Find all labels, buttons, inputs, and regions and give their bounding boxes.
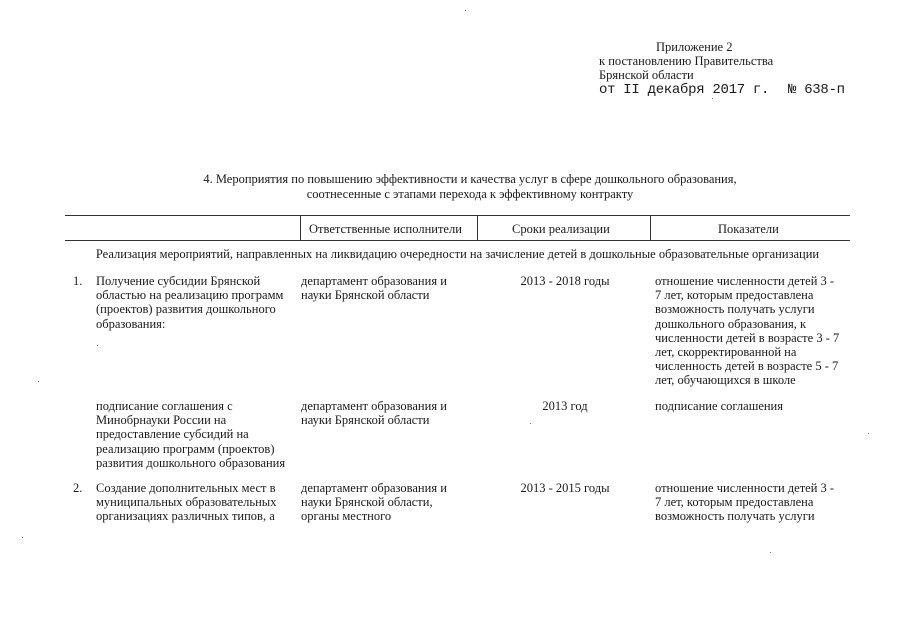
row-1-indicator-line: численности детей в возрасте 3 - 7 [655, 330, 840, 345]
row-1-activity-line: образования: [96, 316, 166, 331]
scan-speck [97, 345, 98, 346]
row-1-sub-activity-line: Минобрнауки России на [96, 413, 227, 428]
table-top-rule [65, 215, 850, 216]
scan-speck [530, 423, 531, 424]
scan-speck [770, 552, 771, 553]
scan-speck [868, 433, 869, 434]
appendix-date-line [599, 82, 845, 98]
row-2-activity [96, 481, 276, 524]
row-1-sub-responsible-line: науки Брянской области [301, 413, 430, 428]
scan-speck [22, 537, 23, 538]
row-2-indicator-line: возможность получать услуги [655, 509, 815, 524]
row-2-indicator-line: отношение численности детей 3 - [655, 481, 835, 495]
row-2-responsible-line: органы местного [301, 509, 392, 524]
row-2-responsible-line: департамент образования и [301, 481, 447, 495]
row-1-indicators [655, 274, 839, 388]
row-1-indicator-line: дошкольного образования, к [655, 316, 807, 331]
row-1-indicator-line: лет, скорректированной на [655, 345, 797, 360]
row-2-responsible [301, 481, 447, 524]
header-terms: Сроки реализации [512, 222, 610, 236]
row-1-number: 1. [73, 274, 83, 288]
column-divider-2 [477, 215, 478, 241]
row-1-activity-line: областью на реализацию программ [96, 288, 284, 303]
row-1-responsible-line: департамент образования и [301, 274, 447, 288]
row-1-sub-activity-line: развития дошкольного образования [96, 455, 286, 470]
row-1-sub-activity [96, 399, 285, 470]
row-1-sub-indicators [655, 399, 783, 413]
table-header-bottom-rule [65, 240, 850, 241]
header-indicators: Показатели [718, 222, 779, 236]
row-1-sub-responsible-line: департамент образования и [301, 399, 447, 413]
column-divider-3 [650, 215, 651, 241]
row-1-sub-activity-line: реализацию программ (проектов) [96, 441, 275, 456]
row-2-activity-line: Создание дополнительных мест в [96, 481, 276, 495]
appendix-resolution: к постановлению Правительства [599, 54, 774, 68]
row-2-indicator-line: 7 лет, которым предоставлена [655, 495, 814, 510]
table-section-heading: Реализация мероприятий, направленных на ликвидацию очередности на зачисление детей в дошкольные образовательные организации [95, 247, 820, 261]
appendix-date: от II декабря 2017 г. [599, 82, 770, 98]
row-1-sub-activity-line: подписание соглашения с [96, 399, 233, 413]
row-2-activity-line: организациях различных типов, а [96, 509, 275, 524]
row-1-indicator-line: 7 лет, которым предоставлена [655, 288, 814, 303]
row-1-responsible [301, 274, 447, 302]
section-title-line-1: 4. Мероприятия по повышению эффективности и качества услуг в сфере дошкольного образования, [203, 172, 737, 186]
section-title-line-2: соотнесенные с этапами перехода к эффективному контракту [306, 187, 634, 201]
row-1-indicator-line: возможность получать услуги [655, 302, 815, 317]
row-2-terms: 2013 - 2015 годы [520, 481, 610, 495]
row-2-activity-line: муниципальных образовательных [96, 495, 277, 510]
row-1-sub-responsible [301, 399, 447, 427]
row-2-indicators [655, 481, 834, 524]
section-title [150, 172, 790, 202]
scan-speck [712, 98, 713, 99]
row-2-responsible-line: науки Брянской области, [301, 495, 433, 510]
header-responsible: Ответственные исполнители [309, 222, 462, 236]
appendix-region: Брянской области [599, 68, 694, 82]
column-divider-1 [300, 215, 301, 241]
scan-speck [465, 10, 466, 11]
row-1-indicator-line: лет, обучающихся в школе [655, 373, 796, 388]
row-1-activity [96, 274, 283, 331]
row-1-activity-line: (проектов) развития дошкольного [96, 302, 276, 317]
appendix-number: № 638-п [788, 82, 845, 98]
row-1-terms: 2013 - 2018 годы [520, 274, 610, 288]
appendix-block [599, 40, 845, 98]
row-2-number: 2. [73, 481, 83, 495]
row-1-sub-activity-line: предоставление субсидий на [96, 427, 249, 442]
row-1-indicator-line: численность детей в возрасте 5 - 7 [655, 359, 839, 374]
row-1-sub-indicator-line: подписание соглашения [655, 399, 783, 413]
appendix-title: Приложение 2 [656, 40, 733, 54]
scan-speck [38, 381, 39, 382]
row-1-responsible-line: науки Брянской области [301, 288, 430, 303]
row-1-sub-terms: 2013 год [542, 399, 588, 413]
row-1-activity-line: Получение субсидии Брянской [96, 274, 261, 288]
row-1-indicator-line: отношение численности детей 3 - [655, 274, 835, 288]
